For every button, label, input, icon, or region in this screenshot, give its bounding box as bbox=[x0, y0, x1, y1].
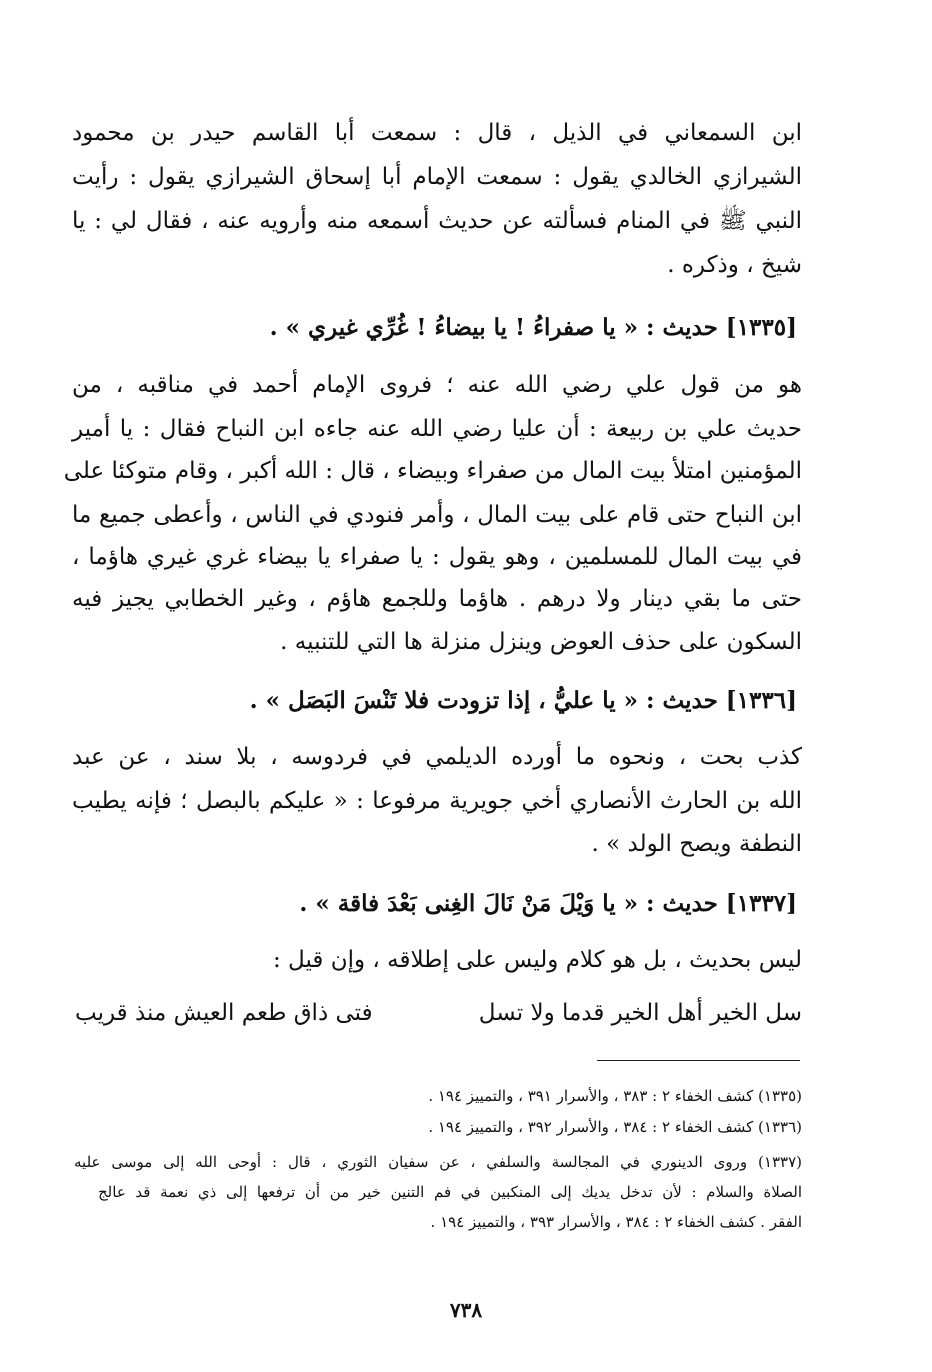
text-line: هو من قول علي رضي الله عنه ؛ فروى الإمام أحمد في مناقبه ، من bbox=[72, 372, 802, 398]
text-line: الشيرازي الخالدي يقول : سمعت الإمام أبا إسحاق الشيرازي يقول : رأيت bbox=[72, 164, 802, 190]
footnote-1337: (١٣٣٧) وروى الدينوري في المجالسة والسلفي ، عن سفيان الثوري ، قال : أوحى الله إلى موسى عليه bbox=[74, 1153, 802, 1171]
text-line: النبي ﷺ في المنام فسألته عن حديث أسمعه منه وأرويه عنه ، فقال لي : يا bbox=[72, 208, 802, 234]
text-line: شيخ ، وذكره . bbox=[667, 252, 802, 278]
page-number: ٧٣٨ bbox=[449, 1298, 483, 1322]
text-line: السكون على حذف العوض وينزل منزلة ها التي للتنبيه . bbox=[280, 629, 802, 655]
text-line: حتى ما بقي دينار ولا درهم . هاؤما وللجمع هاؤم ، وغير الخطابي يجيز فيه bbox=[72, 586, 802, 612]
footnote-1336: (١٣٣٦) كشف الخفاء ٢ : ٣٨٤ ، والأسرار ٣٩٢ ، والتمييز ١٩٤ . bbox=[428, 1118, 802, 1136]
text-line: ابن السمعاني في الذيل ، قال : سمعت أبا القاسم حيدر بن محمود bbox=[72, 120, 802, 146]
text-line: كذب بحت ، ونحوه ما أورده الديلمي في فردوسه ، بلا سند ، عن عبد bbox=[72, 744, 802, 770]
footnote-separator bbox=[597, 1060, 800, 1061]
text-line: حديث علي بن ربيعة : أن عليا رضي الله عنه جاءه ابن النباح فقال : يا أمير bbox=[72, 416, 802, 442]
footnote-1335: (١٣٣٥) كشف الخفاء ٢ : ٣٨٣ ، والأسرار ٣٩١ ، والتمييز ١٩٤ . bbox=[428, 1087, 802, 1105]
text-line: النطفة ويصح الولد » . bbox=[591, 831, 802, 857]
text-line: في بيت المال للمسلمين ، وهو يقول : يا صفراء يا بيضاء غري غيري هاؤما ، bbox=[72, 544, 802, 570]
verse-first-hemistich: سل الخير أهل الخير قدما ولا تسل bbox=[478, 1000, 802, 1026]
footnote-1337-continued: الصلاة والسلام : لأن تدخل يديك إلى المنكبين في فم التنين خير من أن ترفعها إلى ذي نعمة قد عالج bbox=[98, 1183, 802, 1201]
hadith-heading-1336: [١٣٣٦] حديث : « يا عليُّ ، إذا تزودت فلا تَنْسَ البَصَل » . bbox=[249, 687, 797, 714]
text-line: الله بن الحارث الأنصاري أخي جويرية مرفوعا : « عليكم بالبصل ؛ فإنه يطيب bbox=[72, 788, 802, 814]
text-line: ليس بحديث ، بل هو كلام وليس على إطلاقه ، وإن قيل : bbox=[272, 947, 802, 973]
hadith-heading-1337: [١٣٣٧] حديث : « يا وَيْلَ مَنْ نَالَ الغِنى بَعْدَ فاقة » . bbox=[299, 890, 797, 917]
verse-second-hemistich: فتى ذاق طعم العيش منذ قريب bbox=[75, 1000, 373, 1026]
footnote-1337-end: الفقر . كشف الخفاء ٢ : ٣٨٤ ، والأسرار ٣٩٣ ، والتمييز ١٩٤ . bbox=[430, 1213, 802, 1231]
text-line: ابن النباح حتى قام على بيت المال ، وأمر فنودي في الناس ، وأعطى جميع ما bbox=[72, 502, 802, 528]
hadith-heading-1335: [١٣٣٥] حديث : « يا صفراءُ ! يا بيضاءُ ! غُرِّي غيري » . bbox=[269, 314, 797, 341]
text-line: المؤمنين امتلأ بيت المال من صفراء وبيضاء ، قال : الله أكبر ، وقام متوكئا على bbox=[63, 458, 802, 484]
